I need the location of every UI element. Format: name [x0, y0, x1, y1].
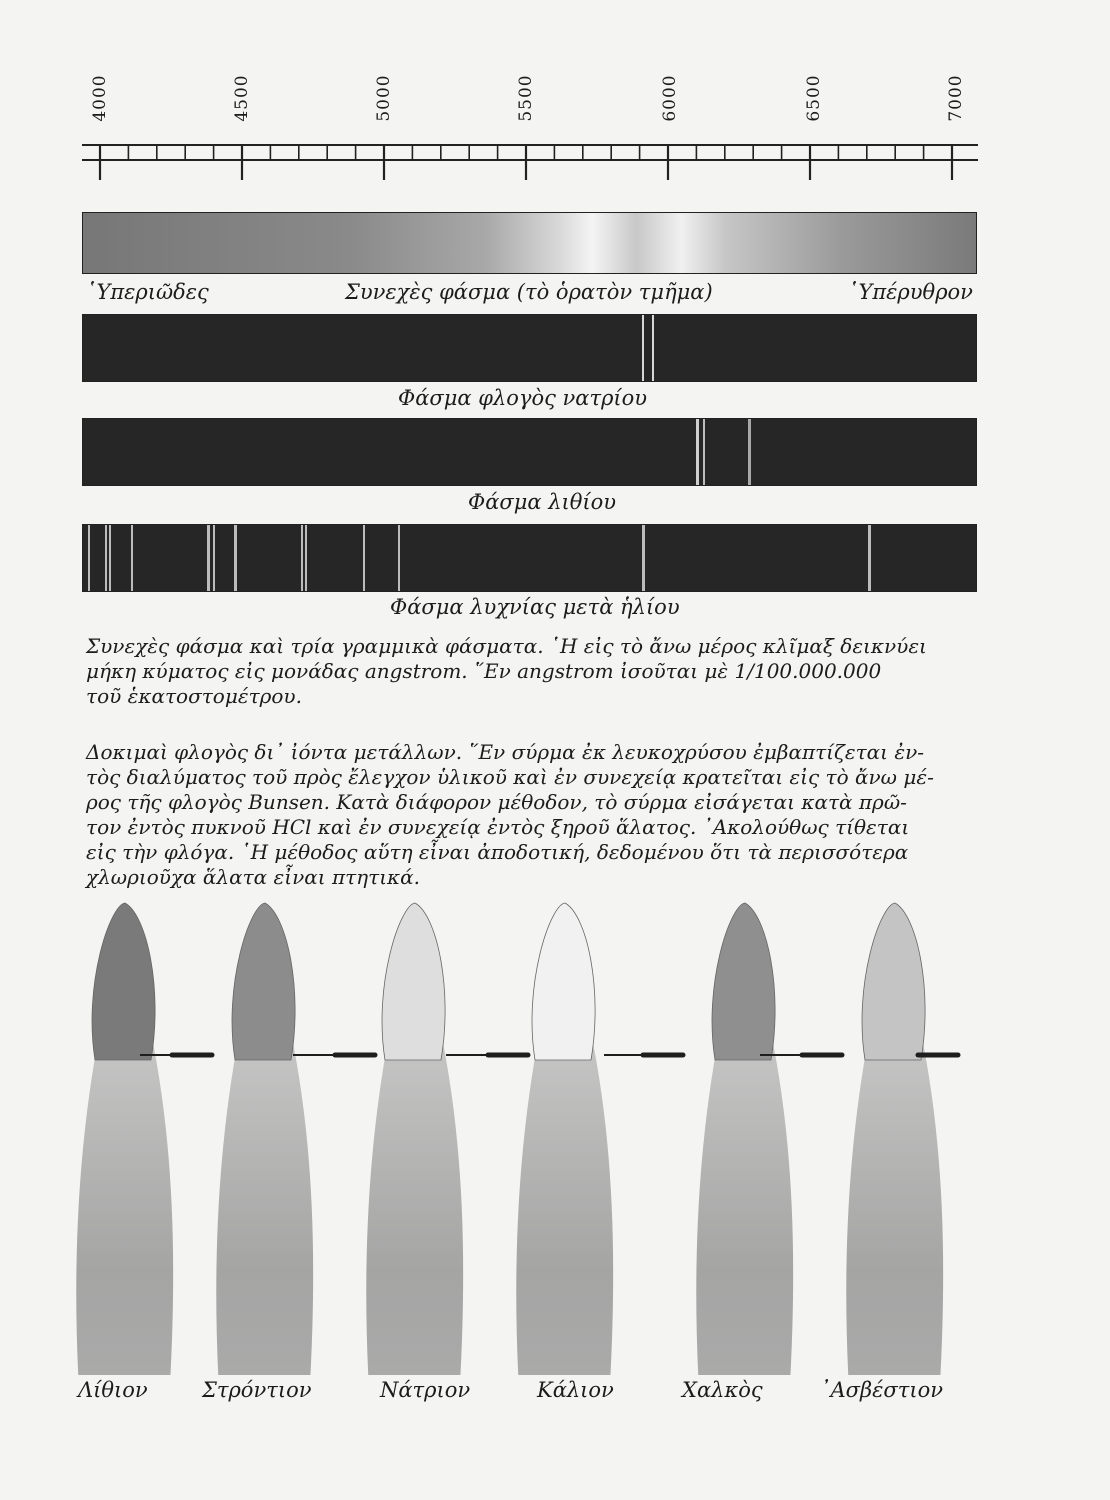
lamp-spectrum-line	[234, 525, 237, 591]
lamp-spectrum-line	[207, 525, 210, 591]
paragraph-line: χλωριοῦχα ἅλατα εἶναι πτητικά.	[86, 865, 421, 889]
flame-potassium	[516, 903, 683, 1375]
outer-flame	[696, 1005, 793, 1375]
scale-label-6500: 6500	[804, 74, 824, 122]
flame-copper	[696, 903, 842, 1375]
lamp-spectrum-line	[868, 525, 871, 591]
lamp-spectrum-line	[398, 525, 400, 591]
sodium-spectrum-bar	[82, 314, 977, 382]
lamp-spectrum-line	[213, 525, 215, 591]
flame-label-copper: Χαλκὸς	[682, 1378, 763, 1402]
sodium-line	[642, 315, 654, 381]
lamp-spectrum-line	[88, 525, 90, 591]
scale-label-5000: 5000	[374, 74, 394, 122]
lamp-spectrum-line	[363, 525, 365, 591]
caption-line: τοῦ ἑκατοστομέτρου.	[86, 684, 302, 708]
flame-color-tip	[862, 903, 925, 1060]
paragraph-line: τὸς διαλύματος τοῦ πρὸς ἔλεγχον ὑλικοῦ καὶ ἐν συνεχείᾳ κρατεῖται εἰς τὸ ἄνω μέ-	[86, 765, 934, 789]
lamp-spectrum-line	[301, 525, 303, 591]
lamp-spectrum-line	[131, 525, 133, 591]
flame-color-tip	[382, 903, 445, 1060]
scale-label-7000: 7000	[946, 74, 966, 122]
flame-strontium	[216, 903, 375, 1375]
scale-label-6000: 6000	[660, 74, 680, 122]
flame-label-sodium: Νάτριον	[380, 1378, 471, 1402]
lamp-spectrum-line	[305, 525, 307, 591]
lamp-spectrum-bar	[82, 524, 977, 592]
sodium-spectrum-caption: Φάσμα φλογὸς νατρίου	[398, 386, 648, 410]
flame-label-lithium: Λίθιον	[78, 1378, 148, 1402]
caption-line: μήκη κύματος εἰς μονάδας angstrom. ῞Εν angstrom ἰσοῦται μὲ 1/100.000.000	[86, 659, 882, 683]
lamp-spectrum-caption: Φάσμα λυχνίας μετὰ ἡλίου	[390, 595, 680, 619]
lithium-line-3	[748, 419, 751, 485]
lamp-spectrum-line	[642, 525, 645, 591]
flame-calcium	[846, 903, 958, 1375]
flame-color-tip	[532, 903, 595, 1060]
lithium-spectrum-caption: Φάσμα λιθίου	[468, 490, 617, 514]
flame-label-potassium: Κάλιον	[537, 1378, 614, 1402]
outer-flame	[366, 1005, 463, 1375]
lamp-spectrum-line	[109, 525, 111, 591]
paragraph-line: τον ἐντὸς πυκνοῦ HCl καὶ ἐν συνεχείᾳ ἐντὸς ξηροῦ ἅλατος. ᾽Ακολούθως τίθεται	[86, 815, 910, 839]
flame-test-paragraph	[86, 740, 976, 890]
caption-line: Συνεχὲς φάσμα καὶ τρία γραμμικὰ φάσματα. ῾Η εἰς τὸ ἄνω μέρος κλῖμαξ δεικνύει	[86, 634, 927, 658]
continuous-spectrum-bar	[82, 212, 977, 274]
scale-ruler	[0, 140, 1110, 185]
scale-label-4000: 4000	[90, 74, 110, 122]
paragraph-line: Δοκιμαὶ φλογὸς δι᾽ ἰόντα μετάλλων. ῞Εν σύρμα ἐκ λευκοχρύσου ἐμβαπτίζεται ἐν-	[86, 740, 925, 764]
scale-label-5500: 5500	[516, 74, 536, 122]
wavelength-scale	[0, 0, 1110, 190]
flame-color-tip	[232, 903, 295, 1060]
outer-flame	[846, 1005, 943, 1375]
lithium-spectrum-bar	[82, 418, 977, 486]
spectra-caption-paragraph	[86, 634, 976, 709]
flame-label-calcium: ᾽Ασβέστιον	[820, 1378, 944, 1402]
continuous-spectrum-caption: Συνεχὲς φάσμα (τὸ ὁρατὸν τμῆμα)	[345, 280, 713, 304]
paragraph-line: εἰς τὴν φλόγα. ῾Η μέθοδος αὕτη εἶναι ἀποδοτική, δεδομένου ὅτι τὰ περισσότερα	[86, 840, 909, 864]
flame-label-strontium: Στρόντιον	[202, 1378, 312, 1402]
ultraviolet-label: ῾Υπεριῶδες	[86, 280, 209, 304]
outer-flame	[516, 1005, 613, 1375]
scale-label-4500: 4500	[232, 74, 252, 122]
paragraph-line: ρος τῆς φλογὸς Bunsen. Κατὰ διάφορον μέθοδον, τὸ σύρμα εἰσάγεται κατὰ πρῶ-	[86, 790, 907, 814]
lamp-spectrum-line	[105, 525, 107, 591]
outer-flame	[76, 1005, 173, 1375]
outer-flame	[216, 1005, 313, 1375]
lithium-line-2	[703, 419, 705, 485]
infrared-label: ῾Υπέρυθρον	[848, 280, 973, 304]
flame-tests-illustration	[0, 895, 1110, 1375]
flame-color-tip	[92, 903, 155, 1060]
flame-color-tip	[712, 903, 775, 1060]
flame-sodium	[366, 903, 528, 1375]
lithium-line-1	[696, 419, 699, 485]
flame-lithium	[76, 903, 212, 1375]
